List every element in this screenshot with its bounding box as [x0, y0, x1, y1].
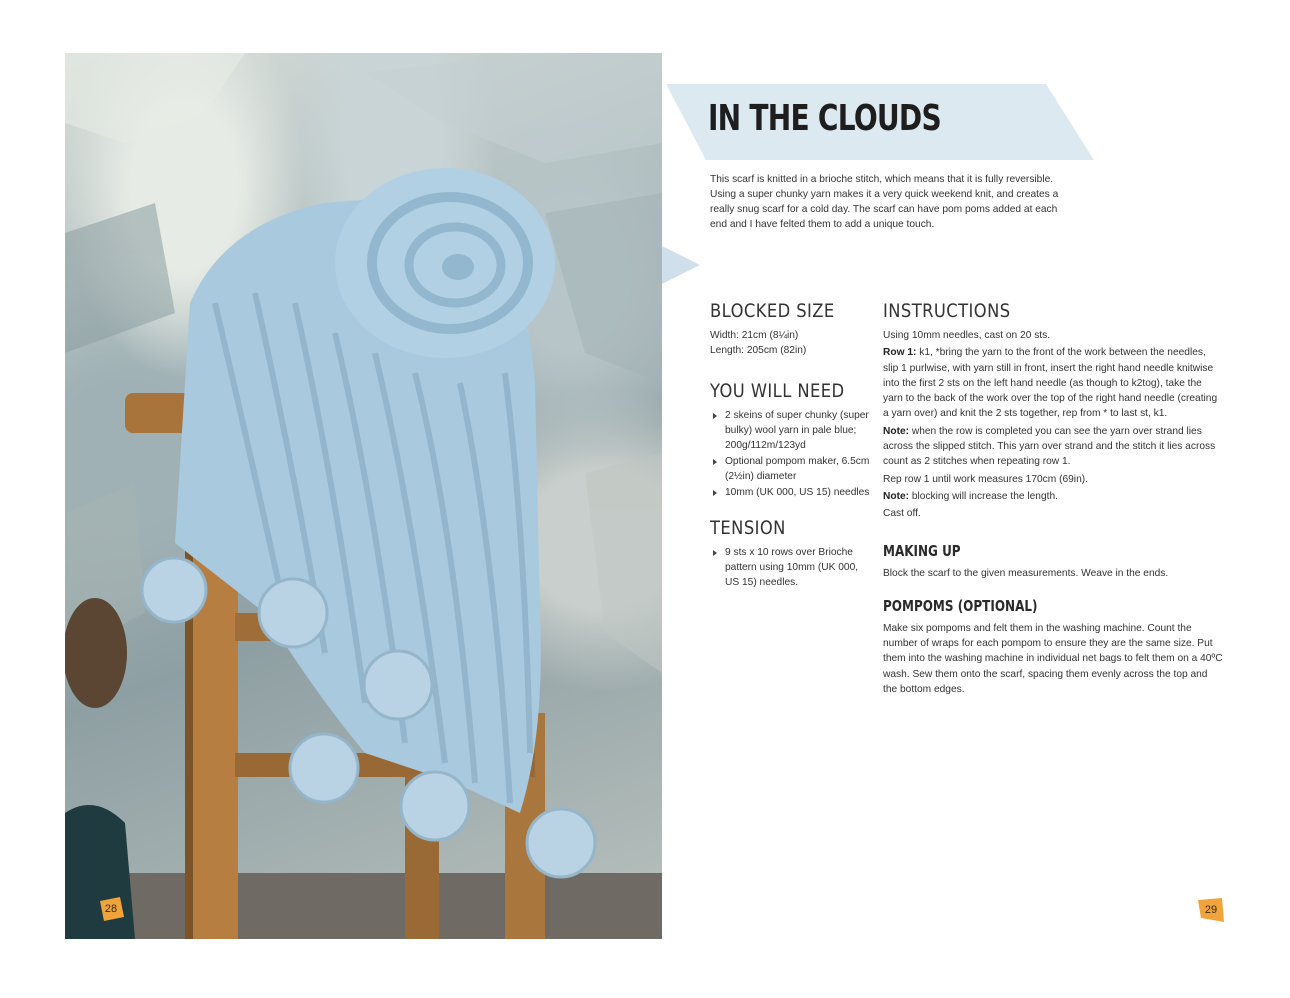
blocked-width: Width: 21cm (8¼in)	[710, 330, 799, 341]
page-number-right: 29	[1198, 898, 1224, 922]
note1-paragraph	[883, 424, 1223, 470]
you-will-need-heading: YOU WILL NEED	[710, 380, 845, 402]
row1-label: Row 1:	[883, 347, 917, 359]
you-will-need-list	[710, 408, 875, 500]
note2-text: blocking will increase the length.	[909, 490, 1058, 502]
arrow-decoration-icon	[662, 246, 702, 284]
note2-paragraph	[883, 489, 1223, 504]
materials-column	[710, 300, 875, 591]
tension-heading: TENSION	[710, 517, 786, 539]
page-number-left: 28	[98, 897, 124, 921]
tension-list	[710, 545, 875, 590]
cast-off-text: Cast off.	[883, 508, 921, 520]
list-item: Optional pompom maker, 6.5cm (2½in) diameter	[710, 454, 875, 484]
making-up-text: Block the scarf to the given measurements. Weave in the ends.	[883, 567, 1169, 579]
cast-on-text: Using 10mm needles, cast on 20 sts.	[883, 330, 1051, 341]
note2-label: Note:	[883, 490, 910, 502]
list-item: 2 skeins of super chunky (super bulky) wool yarn in pale blue; 200g/112m/123yd	[710, 408, 875, 453]
blocked-size-heading: BLOCKED SIZE	[710, 300, 835, 322]
row1-text: k1, *bring the yarn to the front of the work between the needles, slip 1 purlwise, with yarn still in front, insert the right hand needle knitwise into the first 2 sts on the left hand needle (as though to k2tog), take the yarn to the back of the work over the top of the right hand needle (creating a yarn over) and knit the 2 sts together, rep from * to last st, k1.	[883, 347, 1218, 420]
note1-label: Note:	[883, 425, 910, 437]
intro-paragraph: This scarf is knitted in a brioche stitch, which means that it is fully reversible. Using a super chunky yarn makes it a very quick weekend knit, and creates a really snug scarf for a cold day. The scarf can have pom poms added at each end and I have felted them to add a unique touch.	[710, 174, 1059, 230]
repeat-text: Rep row 1 until work measures 170cm (69in).	[883, 473, 1088, 485]
instructions-heading: INSTRUCTIONS	[883, 300, 1011, 322]
making-up-heading: MAKING UP	[883, 541, 961, 560]
instructions-column	[883, 300, 1223, 699]
blocked-length: Length: 205cm (82in)	[710, 345, 807, 356]
pompoms-text: Make six pompoms and felt them in the washing machine. Count the number of wraps for each pompom to ensure they are the same size. Put them into the washing machine in individual net bags to felt them on a 40ºC wash. Sew them onto the scarf, spacing them evenly across the top and the bottom edges.	[883, 622, 1223, 696]
pompoms-heading: POMPOMS (OPTIONAL)	[883, 596, 1038, 615]
list-item: 9 sts x 10 rows over Brioche pattern using 10mm (UK 000, US 15) needles.	[710, 545, 875, 590]
note1-text: when the row is completed you can see the yarn over strand lies across the slipped stitch. This yarn over strand and the stitch it lies across count as 2 stitches when repeating row 1.	[883, 425, 1216, 468]
scarf-photo	[65, 53, 662, 939]
pine-cone-icon	[65, 598, 127, 708]
list-item: 10mm (UK 000, US 15) needles	[710, 485, 875, 500]
scarf-illustration	[65, 53, 662, 939]
row1-paragraph	[883, 345, 1223, 421]
page-title: IN THE CLOUDS	[708, 98, 941, 139]
